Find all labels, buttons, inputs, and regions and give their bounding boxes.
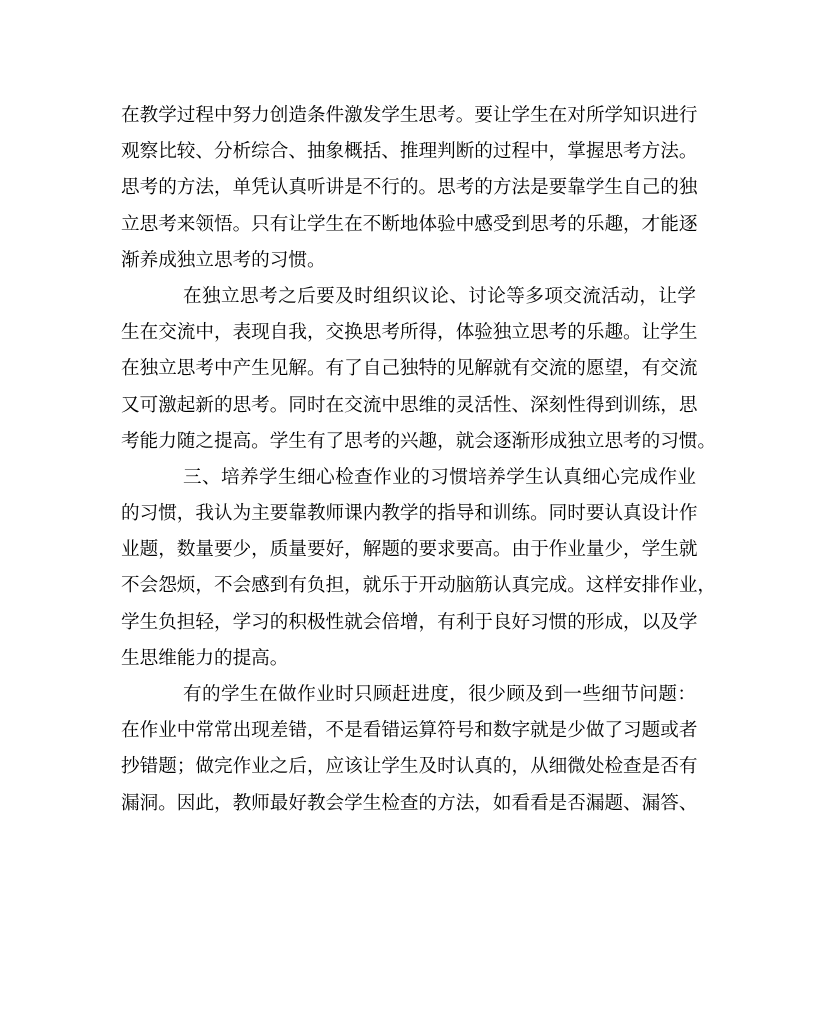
text-line: 观察比较、分析综合、抽象概括、推理判断的过程中，掌握思考方法。 [121, 141, 698, 163]
text-line: 有的学生在做作业时只顾赶进度，很少顾及到一些细节问题： [183, 684, 696, 705]
paragraph [121, 279, 717, 460]
text-line: 三、培养学生细心检查作业的习惯培养学生认真细心完成作业 [183, 466, 696, 488]
text-line: 的习惯，我认为主要靠教师课内教学的指导和训练。同时要认真设计作 [121, 503, 698, 525]
paragraph [121, 98, 696, 279]
text-line: 生思维能力的提高。 [121, 647, 289, 669]
text-line: 业题，数量要少，质量要好，解题的要求要高。由于作业量少，学生就 [121, 539, 698, 561]
text-line: 渐养成独立思考的习惯。 [121, 249, 326, 271]
text-line: 抄错题；做完作业之后，应该让学生及时认真的，从细微处检查是否有 [121, 756, 698, 778]
text-line: 又可激起新的思考。同时在交流中思维的灵活性、深刻性得到训练，思 [121, 394, 698, 416]
text-line: 生在交流中，表现自我，交换思考所得，体验独立思考的乐趣。让学生 [121, 322, 698, 344]
text-line: 在独立思考之后要及时组织议论、讨论等多项交流活动，让学 [183, 285, 696, 307]
text-line: 学生负担轻，学习的积极性就会倍增，有利于良好习惯的形成，以及学 [121, 611, 698, 633]
document-body [121, 98, 717, 822]
paragraph [121, 460, 717, 677]
text-line: 立思考来领悟。只有让学生在不断地体验中感受到思考的乐趣，才能逐 [121, 213, 698, 235]
text-line: 在教学过程中努力创造条件激发学生思考。要让学生在对所学知识进行 [121, 105, 698, 126]
text-line: 漏洞。因此，教师最好教会学生检查的方法，如看看是否漏题、漏答、 [121, 792, 698, 814]
text-line: 不会怨烦，不会感到有负担，就乐于开动脑筋认真完成。这样安排作业， [121, 575, 717, 597]
text-line: 在独立思考中产生见解。有了自己独特的见解就有交流的愿望，有交流 [121, 358, 698, 380]
paragraph [121, 677, 696, 822]
text-line: 在作业中常常出现差错，不是看错运算符号和数字就是少做了习题或者 [121, 720, 698, 742]
text-line: 考能力随之提高。学生有了思考的兴趣，就会逐渐形成独立思考的习惯。 [121, 430, 717, 452]
text-line: 思考的方法，单凭认真听讲是不行的。思考的方法是要靠学生自己的独 [121, 177, 698, 199]
